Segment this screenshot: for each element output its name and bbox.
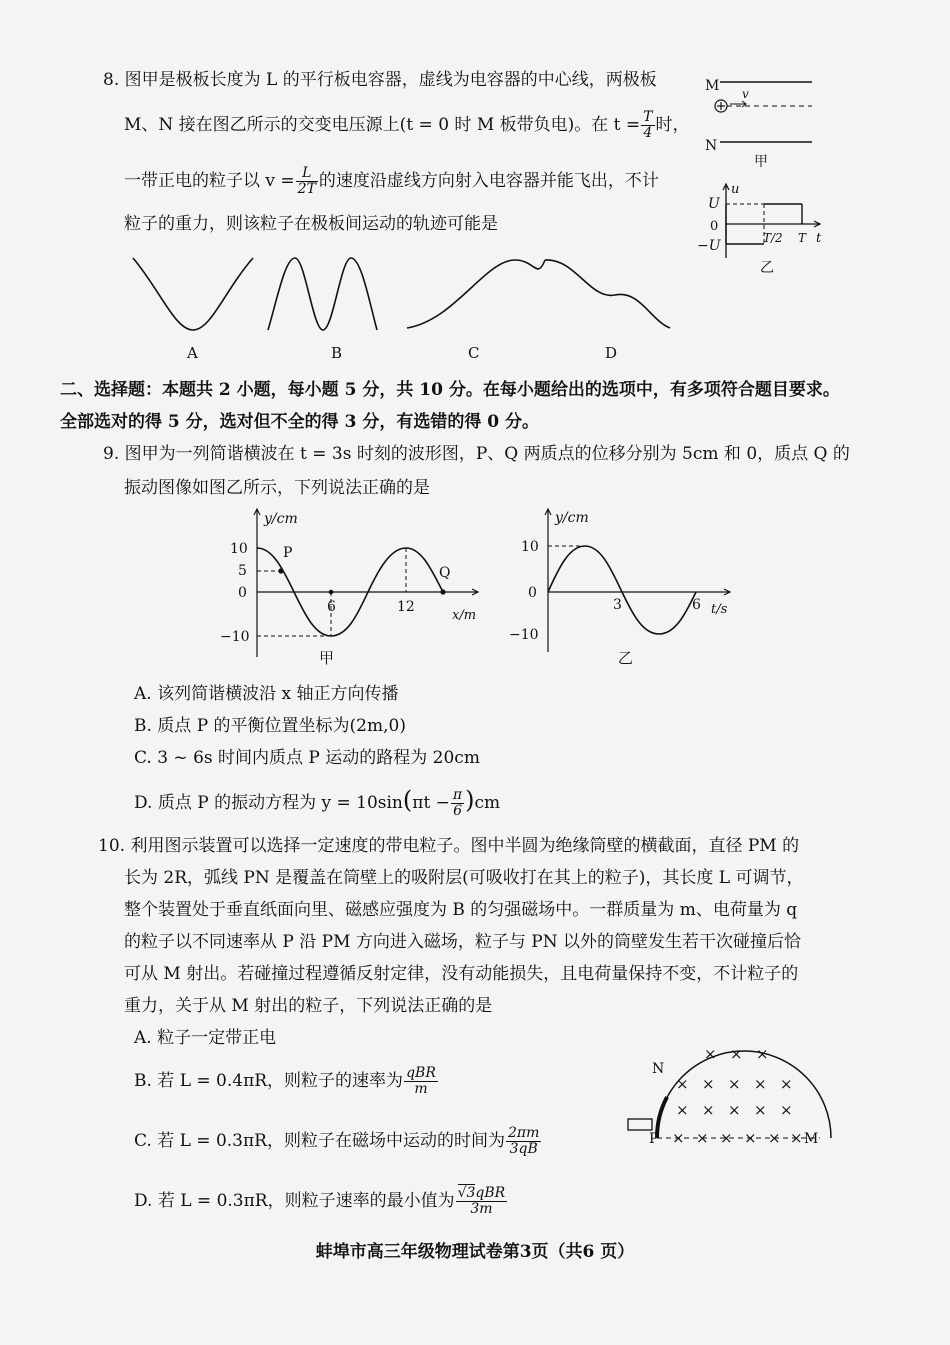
q9-option-c: C. 3 ~ 6s 时间内质点 P 运动的路程为 20cm: [134, 748, 480, 768]
label-m: M: [804, 1131, 819, 1147]
vibration-curve: [548, 546, 696, 634]
y-axis-label: y/cm: [264, 511, 298, 527]
q9-option-d: D. 质点 P 的振动方程为 y = 10sin(πt − $\frac{\pi}{6}$ )cm: [134, 786, 501, 819]
label-zero: 0: [710, 219, 719, 234]
q8-figure-yi: [697, 180, 830, 280]
caption-jia: 甲: [754, 154, 768, 170]
q8-line4: 粒子的重力，则该粒子在极板间运动的轨迹可能是: [124, 214, 498, 234]
q10-option-b: B. 若 L = 0.4πR，则粒子的速率为 $\frac{\text{qBR}}{m}$: [134, 1065, 436, 1097]
q10-line6: 重力，关于从 M 射出的粒子，下列说法正确的是: [124, 996, 493, 1016]
tick-0: 0: [528, 585, 537, 601]
y-axis-label: y/cm: [555, 510, 589, 526]
trajectory-a: [133, 258, 253, 330]
label-p: P: [283, 545, 293, 561]
tick-0: 0: [238, 585, 247, 601]
q9-graph-yi: [505, 505, 745, 670]
q10-b-fraction: $\frac{\text{qBR}}{m}$: [406, 1065, 436, 1097]
svg-text:×: ×: [728, 1075, 741, 1093]
tick-neg10: −10: [220, 629, 250, 645]
svg-text:×: ×: [780, 1075, 793, 1093]
q8-line1: 8. 图甲是极板长度为 L 的平行板电容器，虚线为电容器的中心线，两极板: [103, 70, 657, 90]
label-n: N: [652, 1061, 665, 1077]
q8-trajectory-options: [125, 250, 685, 365]
svg-text:×: ×: [676, 1101, 689, 1119]
absorber-layer-pn: [657, 1097, 667, 1138]
label-m: M: [705, 78, 720, 94]
section2-line2: 全部选对的得 5 分，选对但不全的得 3 分，有选错的得 0 分。: [60, 412, 539, 432]
point-x6: [329, 590, 334, 595]
q9-line2: 振动图像如图乙所示，下列说法正确的是: [124, 478, 430, 498]
svg-text:×: ×: [730, 1045, 743, 1063]
svg-text:×: ×: [744, 1129, 757, 1147]
tick-t3: 3: [613, 597, 622, 613]
trajectory-b: [268, 258, 377, 330]
tick-t6: 6: [692, 597, 701, 613]
u-axis-label: u: [731, 182, 740, 197]
tick-neg10: −10: [509, 627, 539, 643]
q9-option-b: B. 质点 P 的平衡位置坐标为(2m,0): [134, 716, 406, 736]
tick-10: 10: [230, 541, 248, 557]
svg-text:×: ×: [672, 1129, 685, 1147]
tick-x6: 6: [327, 599, 336, 615]
q10-figure: [620, 1035, 830, 1155]
x-axis-label: t/s: [711, 602, 728, 617]
caption-yi: 乙: [618, 649, 634, 667]
option-c-label: C: [468, 344, 480, 362]
caption-jia: 甲: [319, 649, 335, 667]
trajectory-d: [545, 260, 670, 328]
trajectory-c: [407, 260, 545, 328]
svg-text:×: ×: [702, 1101, 715, 1119]
svg-text:×: ×: [728, 1101, 741, 1119]
svg-text:×: ×: [696, 1129, 709, 1147]
svg-text:×: ×: [768, 1129, 781, 1147]
label-v: v: [742, 87, 749, 101]
svg-text:×: ×: [754, 1075, 767, 1093]
svg-text:×: ×: [780, 1101, 793, 1119]
tick-x12: 12: [397, 599, 415, 615]
q10-option-a: A. 粒子一定带正电: [134, 1028, 277, 1048]
label-t-half: T/2: [763, 231, 783, 245]
svg-text:×: ×: [754, 1101, 767, 1119]
label-p: P: [649, 1131, 659, 1147]
q10-line2: 长为 2R，弧线 PN 是覆盖在筒壁上的吸附层(可吸收打在其上的粒子)，其长度 L 可调节，: [124, 868, 804, 888]
q10-d-fraction: $\frac{\text{√3qBR}}{3m}$: [457, 1185, 506, 1217]
point-p: [278, 568, 283, 573]
q8-line3: 一带正电的粒子以 v = $\frac{L}{2T}$ 的速度沿虚线方向射入电容器并能飞出，不计: [124, 165, 659, 197]
svg-text:×: ×: [720, 1129, 733, 1147]
option-a-label: A: [187, 344, 198, 362]
tick-10: 10: [521, 539, 539, 555]
svg-text:×: ×: [704, 1045, 717, 1063]
t-axis-label: t: [816, 231, 822, 246]
svg-text:×: ×: [702, 1075, 715, 1093]
q9-d-fraction: $\frac{\pi}{6}$: [452, 787, 463, 819]
semicircle-wall: [657, 1051, 831, 1138]
label-q: Q: [439, 565, 451, 581]
section2-line1: 二、选择题：本题共 2 小题，每小题 5 分，共 10 分。在每小题给出的选项中，有多项符合题目要求。: [60, 380, 840, 400]
q10-line3: 整个装置处于垂直纸面向里、磁感应强度为 B 的匀强磁场中。一群质量为 m、电荷量为 q: [124, 900, 798, 920]
svg-text:×: ×: [676, 1075, 689, 1093]
page-footer: 蚌埠市高三年级物理试卷第3页（共6 页）: [315, 1242, 635, 1262]
q10-c-fraction: $\frac{2\pi m}{3qB}$: [507, 1125, 540, 1157]
point-q: [440, 589, 445, 594]
q10-line1: 10. 利用图示装置可以选择一定速度的带电粒子。图中半圆为绝缘筒壁的横截面，直径 PM 的: [98, 836, 800, 856]
q10-line5: 可从 M 射出。若碰撞过程遵循反射定律，没有动能损失，且电荷量保持不变，不计粒子的: [124, 964, 799, 984]
q8-t-fraction: $\frac{T}{4}$: [643, 109, 653, 141]
svg-text:×: ×: [790, 1129, 803, 1147]
option-d-label: D: [605, 344, 618, 362]
label-neg-u: −U: [697, 238, 721, 254]
label-t: T: [798, 231, 807, 245]
tick-5: 5: [238, 563, 247, 579]
q9-line1: 9. 图甲为一列简谐横波在 t = 3s 时刻的波形图，P、Q 两质点的位移分别为 5cm 和 0，质点 Q 的: [103, 444, 850, 464]
particle-source: [628, 1119, 652, 1130]
q10-option-c: C. 若 L = 0.3πR，则粒子在磁场中运动的时间为 $\frac{2\pi m}{3qB}$: [134, 1125, 540, 1157]
q10-option-d: D. 若 L = 0.3πR，则粒子速率的最小值为 $\frac{\text{√3qBR}}{3m}$: [134, 1185, 506, 1217]
q8-figure-jia: [700, 70, 820, 170]
label-u: U: [708, 196, 720, 212]
q10-line4: 的粒子以不同速率从 P 沿 PM 方向进入磁场，粒子与 PN 以外的筒壁发生若干次碰撞后恰: [124, 932, 802, 952]
x-axis-label: x/m: [452, 608, 477, 623]
q8-line2: M、N 接在图乙所示的交变电压源上(t = 0 时 M 板带负电)。在 t = $\frac{T}{4}$ 时，: [124, 109, 690, 141]
option-b-label: B: [331, 344, 343, 362]
svg-text:×: ×: [756, 1045, 769, 1063]
caption-yi: 乙: [760, 260, 774, 276]
q9-option-a: A. 该列简谐横波沿 x 轴正方向传播: [134, 684, 399, 704]
q8-v-fraction: $\frac{L}{2T}$: [297, 165, 316, 197]
q9-graph-jia: [220, 505, 490, 670]
label-n: N: [705, 138, 718, 154]
